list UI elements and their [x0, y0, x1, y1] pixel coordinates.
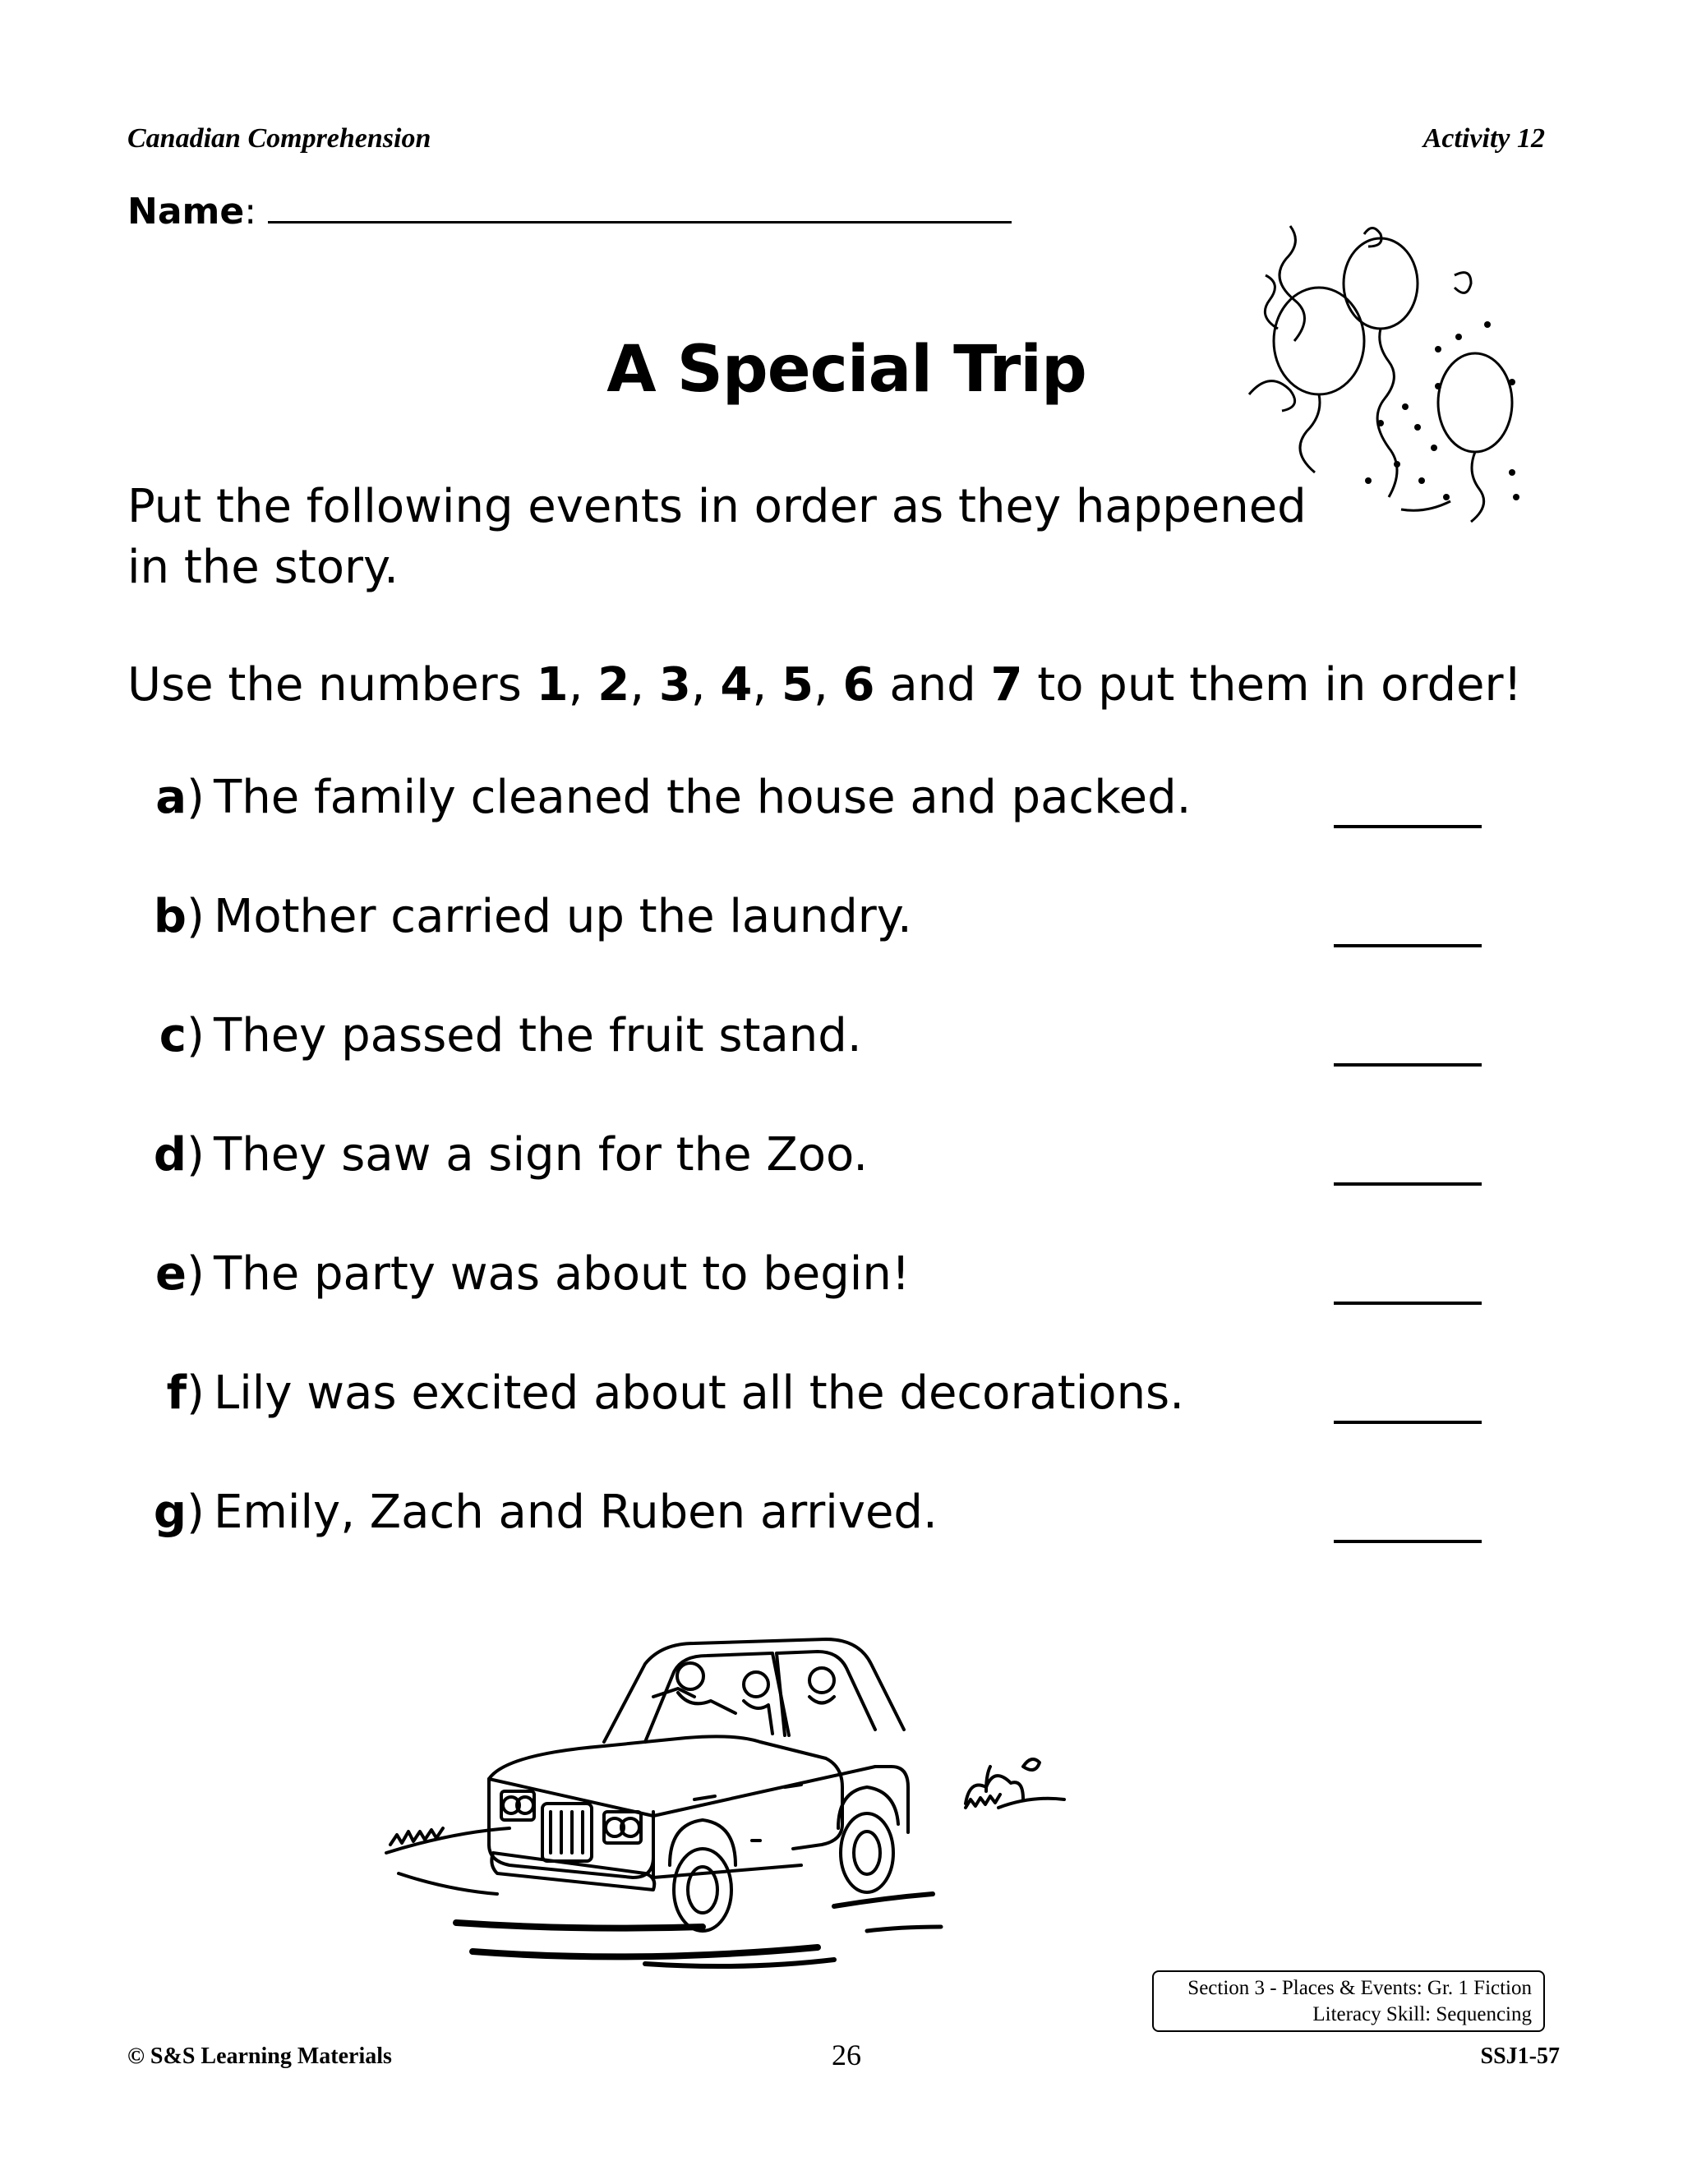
section-line-2: Literacy Skill: Sequencing: [1312, 2003, 1532, 2025]
item-paren: ): [187, 1486, 205, 1539]
answer-blank[interactable]: [1334, 1182, 1482, 1186]
item-text: They saw a sign for the Zoo.: [214, 1128, 869, 1182]
section-box: [1152, 1970, 1545, 2032]
name-label: Name: [127, 191, 245, 233]
instr2-prefix: Use the numbers: [127, 658, 537, 712]
answer-blank[interactable]: [1334, 825, 1482, 828]
instr2-suffix: to put them in order!: [1022, 658, 1522, 712]
footer-code: SSJ1-57: [1480, 2043, 1560, 2069]
item-paren: ): [187, 771, 205, 824]
answer-blank[interactable]: [1334, 1421, 1482, 1424]
list-item: [127, 890, 1492, 1009]
number-3: 3: [658, 658, 691, 712]
item-letter: d: [153, 1128, 187, 1182]
sep: ,: [752, 658, 782, 712]
sep: ,: [629, 658, 659, 712]
item-text: The party was about to begin!: [214, 1247, 911, 1301]
list-item: [127, 1486, 1492, 1605]
name-row: [127, 191, 1012, 233]
item-paren: ): [187, 1247, 205, 1301]
item-text: They passed the fruit stand.: [214, 1009, 862, 1062]
item-text: Emily, Zach and Ruben arrived.: [214, 1486, 938, 1539]
list-item: [127, 1247, 1492, 1366]
header-right: Activity 12: [1422, 123, 1545, 154]
answer-blank[interactable]: [1334, 944, 1482, 947]
list-item: [127, 771, 1492, 890]
item-letter: a: [155, 771, 187, 824]
list-item: [127, 1009, 1492, 1128]
answer-blank[interactable]: [1334, 1540, 1482, 1543]
item-paren: ): [187, 1128, 205, 1182]
item-paren: ): [187, 1366, 205, 1420]
and: and: [874, 658, 991, 712]
item-paren: ): [187, 1009, 205, 1062]
item-text: Lily was excited about all the decorations.: [214, 1366, 1185, 1420]
item-letter: g: [153, 1486, 187, 1539]
event-list: [127, 771, 1492, 1605]
name-field[interactable]: [268, 191, 1012, 223]
number-1: 1: [536, 658, 569, 712]
item-letter: e: [155, 1247, 187, 1301]
footer-copyright: © S&S Learning Materials: [127, 2043, 392, 2069]
number-5: 5: [781, 658, 814, 712]
sep: ,: [568, 658, 598, 712]
list-item: [127, 1366, 1492, 1486]
item-letter: b: [153, 890, 187, 943]
list-item: [127, 1128, 1492, 1247]
name-colon: :: [244, 191, 257, 233]
header-left: Canadian Comprehension: [127, 123, 431, 154]
page-number: 26: [832, 2039, 861, 2071]
answer-blank[interactable]: [1334, 1302, 1482, 1305]
item-text: Mother carried up the laundry.: [214, 890, 912, 943]
number-4: 4: [720, 658, 753, 712]
item-paren: ): [187, 890, 205, 943]
section-line-1: Section 3 - Places & Events: Gr. 1 Fiction: [1187, 1977, 1532, 1999]
instruction-2: [127, 655, 1648, 716]
sep: ,: [813, 658, 843, 712]
number-6: 6: [842, 658, 875, 712]
item-letter: f: [166, 1366, 187, 1420]
instruction-1: Put the following events in order as they happened in the story.: [127, 480, 1307, 594]
number-2: 2: [597, 658, 630, 712]
item-text: The family cleaned the house and packed.: [214, 771, 1192, 824]
car-icon: [374, 1635, 1114, 1980]
number-7: 7: [990, 658, 1023, 712]
answer-blank[interactable]: [1334, 1063, 1482, 1067]
page-title: A Special Trip: [606, 333, 1086, 407]
sep: ,: [690, 658, 721, 712]
item-letter: c: [159, 1009, 187, 1062]
